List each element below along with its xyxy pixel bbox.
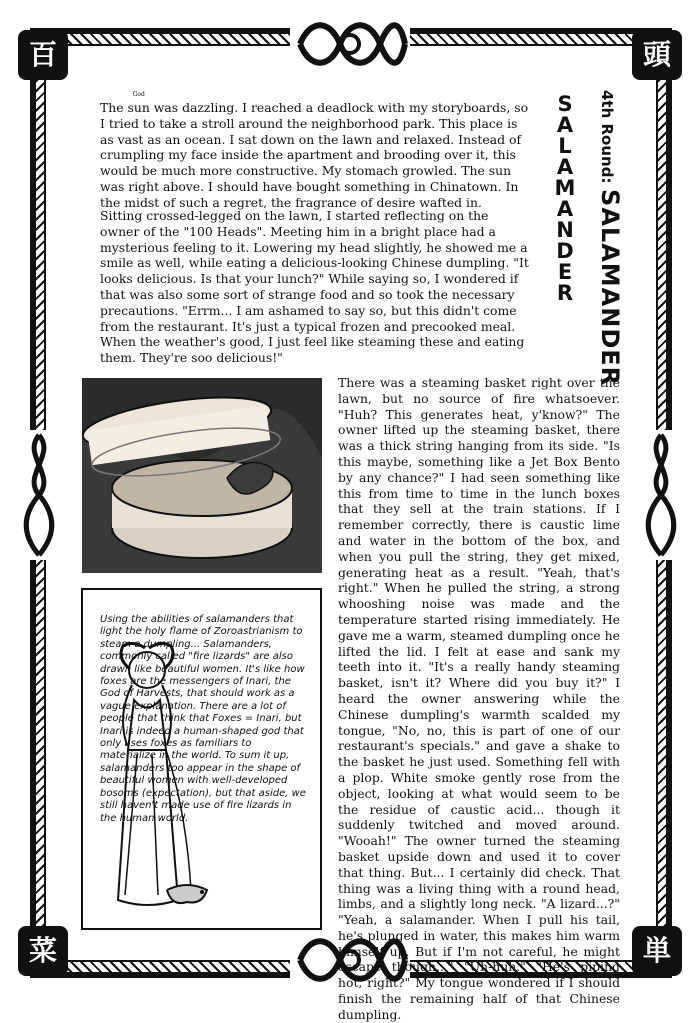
article-paragraph-2: Sitting crossed-legged on the lawn, I started reflecting on the owner of the "100 Heads". Meeting him in a bright place had a mysterious feeling to it. Lowering my head slightly, he showed me a smile as well, while eating a delicious-looking Chinese dumpling. "It looks delicious. Is that your lunch?" While saying so, I wondered if that was also some sort of strange food and so took the necessary precautions. "Errm... I am ashamed to say so, but this didn't come from the restaurant. It's just a typical frozen and precooked meal. When the weather's good, I just feel like steaming these and eating them. They're soo delicious!" [100,208,529,366]
round-label: 4th Round: [598,90,616,184]
title-vertical-letters [550,94,580,304]
title-letter: E [557,260,573,284]
ruby-text: God [132,91,145,98]
title-letter: S [557,92,573,116]
paragraph-text: The [100,100,128,115]
title-letter: R [556,281,574,305]
title-letter: L [558,134,572,158]
corner-seal-bottom-right: 単 [632,926,682,976]
steamer-basket-photo [82,378,322,573]
corner-seal-top-right: 頭 [632,30,682,80]
paragraph-text: was dazzling. I reached a deadlock with my storyboards, so I tried to take a stroll around the neighborhood park. This place is as vast as an ocean. I sat down on the lawn and relaxed. Instead of crumpling my face inside the apartment and brooding over it, this would be much more constructive. My stomach growled. The sun was right above. I should have bought something in Chinatown. In the midst of such a regret, the fragrance of desire wafted in. [100,100,529,210]
title-letter: A [556,113,574,137]
corner-seal-bottom-left: 菜 [18,926,68,976]
knot-ornament-right [644,430,678,560]
corner-seal-top-left: 百 [18,30,68,80]
sidebar-note [100,614,310,825]
knot-ornament-top [290,14,410,74]
round-name: SALAMANDER [596,189,624,387]
round-heading [590,90,624,387]
article-paragraph-1 [100,91,530,211]
steamer-basket-image [82,378,322,573]
title-letter: A [556,155,574,179]
article-paragraph-3: There was a steaming basket right over the lawn, but no source of fire whatsoever. "Huh? This generates heat, y'know?" The owner lifted up the steaming basket, there was a thick string hanging from its side. "Is this maybe, something like a Jet Box Bento by any chance?" I had seen something like this from time to time in the lunch boxes that they sell at the train stations. If I remember correctly, there is caustic lime and water in the bottom of the box, and when you pull the string, they get mixed, generating heat as a result. "Yeah, that's right." When he pulled the string, a strong whooshing noise was made and the temperature started rising immediately. He gave me a warm, steamed dumpling once he lifted the lid. I felt at ease and sank my teeth into it. "It's a really handy steaming basket, isn't it? Where did you buy it?" I heard the owner answering while the Chinese dumpling's warmth scalded my tongue, "No, no, this is part of one of our restaurant's specials." and gave a shake to the basket he just used. Something fell with a plop. White smoke gently rose from the object, looking at what would seem to be the residue of caustic acid... though it suddenly twitched and moved around. "Wooah!" The owner turned the steaming basket upside down and used it to cover that thing. But... I certainly did check. That thing was a living thing with a round head, limbs, and a slightly long neck. "A lizard...?" "Yeah, a salamander. When I pull his tail, he's plunged in water, this makes him warm himself up. But if I'm not careful, he might escape though..." "Uh-huh." "He's piping hot, right?" My tongue wondered if I should finish the remaining half of that Chinese dumpling. [338,375,620,1022]
title-letter: A [556,197,574,221]
knot-ornament-left [22,430,56,560]
title-letter: N [556,218,574,242]
chapter-title [548,90,628,387]
ruby-annotated-word [127,91,150,116]
title-letter: D [556,239,574,263]
sidebar-note-text: Using the abilities of salamanders that light the holy flame of Zoroastrianism to steam a dumpling... Salamanders, commonly called "fire lizards" are also drawn like beautiful women. It's like how foxes are the messengers of Inari, the God of Harvests, that should work as a vague explanation. There are a lot of people that think that Foxes = Inari, but Inari is indeed a human-shaped god that only uses foxes as familiars to materialize in the world. To sum it up, salamanders too appear in the shape of beautiful women with well-developed bosoms (expectation), but that aside, we still haven't made use of fire lizards in the human world. [100,614,306,824]
title-letter: M [554,176,576,200]
ruby-base: sun [127,100,150,115]
